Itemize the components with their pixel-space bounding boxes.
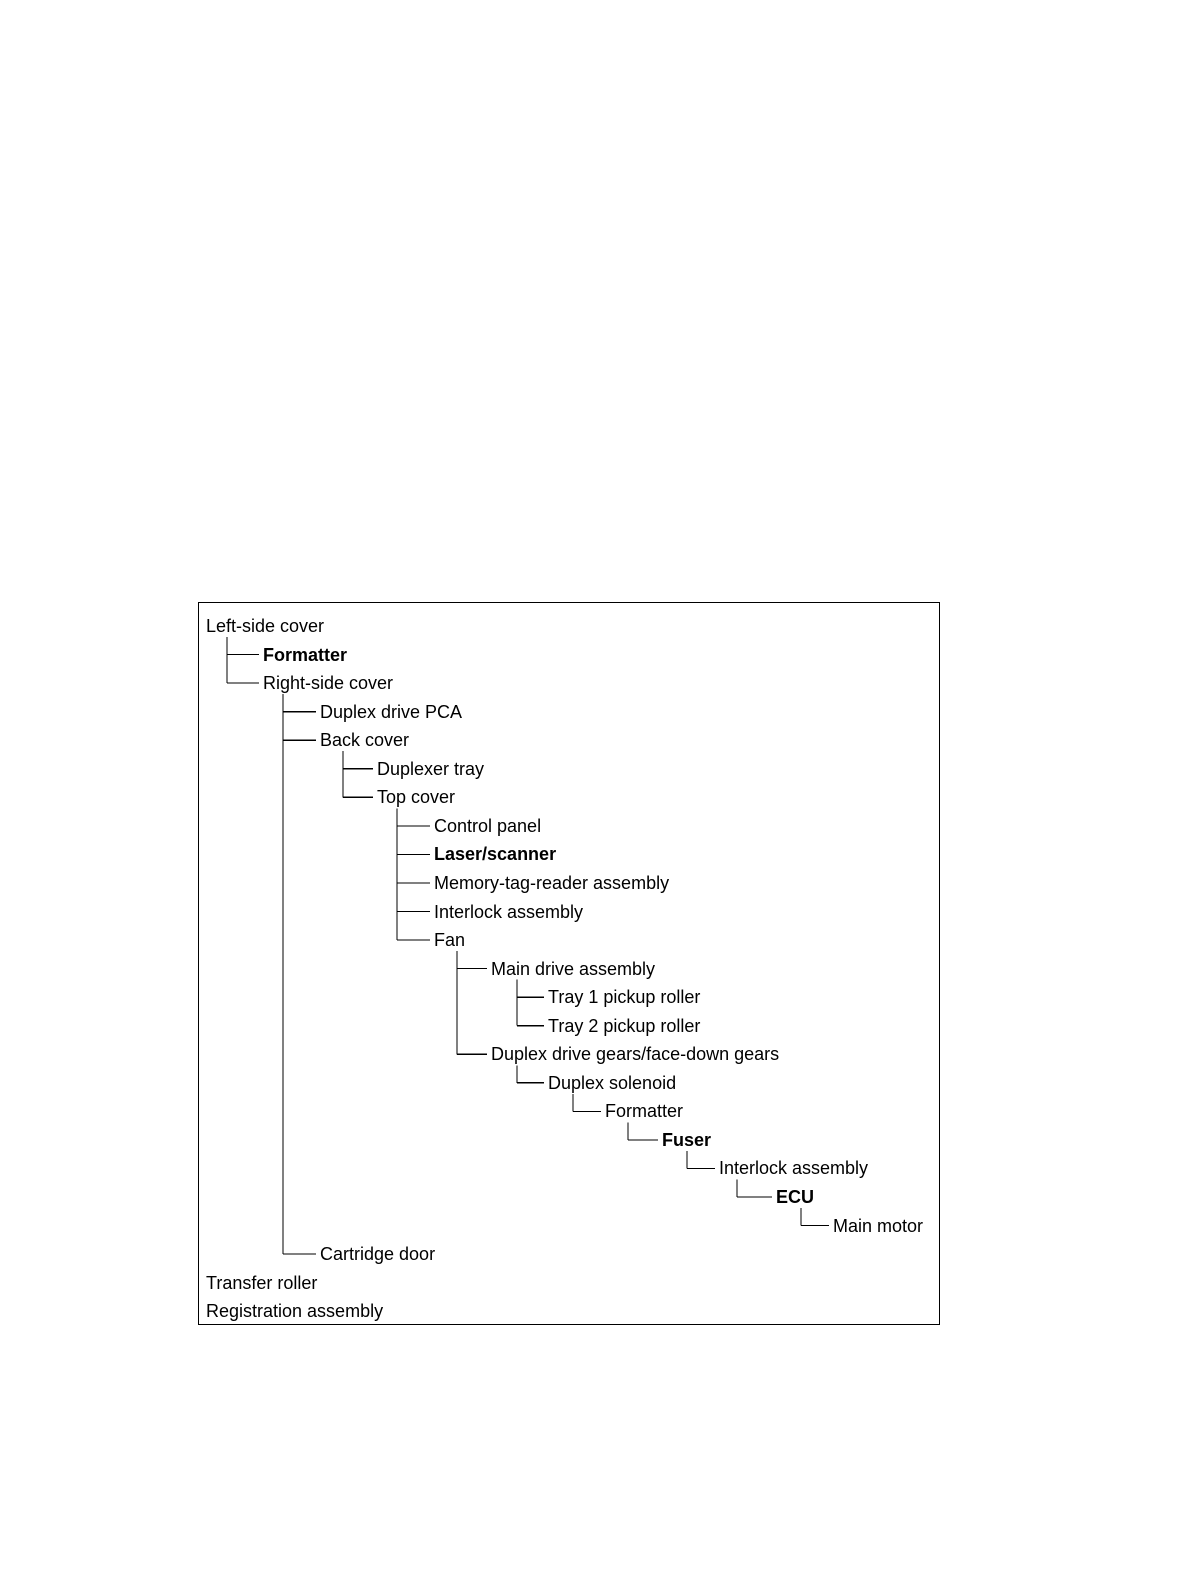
tree-node-fuser: Fuser bbox=[662, 1129, 712, 1150]
tree-node-fan: Fan bbox=[434, 930, 466, 951]
tree-node-main-motor: Main motor bbox=[833, 1215, 924, 1236]
tree-node-top-cover: Top cover bbox=[377, 787, 456, 808]
tree-node-memory-tag-reader-assembly: Memory-tag-reader assembly bbox=[434, 872, 670, 893]
tree-node-laser-scanner: Laser/scanner bbox=[434, 844, 557, 865]
tree-node-interlock-assembly-2: Interlock assembly bbox=[719, 1158, 869, 1179]
tree-node-tray-1-pickup-roller: Tray 1 pickup roller bbox=[548, 987, 701, 1008]
tree-node-duplex-solenoid: Duplex solenoid bbox=[548, 1072, 677, 1093]
tree-node-duplexer-tray: Duplexer tray bbox=[377, 758, 485, 779]
tree-node-main-drive-assembly: Main drive assembly bbox=[491, 958, 656, 979]
tree-node-back-cover: Back cover bbox=[320, 730, 410, 751]
tree-node-cartridge-door: Cartridge door bbox=[320, 1244, 436, 1265]
tree-node-transfer-roller: Transfer roller bbox=[206, 1272, 318, 1293]
tree-node-duplex-drive-pca: Duplex drive PCA bbox=[320, 701, 463, 722]
tree-node-tray-2-pickup-roller: Tray 2 pickup roller bbox=[548, 1015, 701, 1036]
tree-node-formatter-2: Formatter bbox=[605, 1101, 684, 1122]
tree-node-ecu: ECU bbox=[776, 1187, 815, 1207]
tree-node-interlock-assembly-1: Interlock assembly bbox=[434, 901, 584, 922]
tree-node-registration-assembly: Registration assembly bbox=[206, 1301, 384, 1322]
tree-node-duplex-drive-gears: Duplex drive gears/face-down gears bbox=[491, 1044, 780, 1065]
tree-node-right-side-cover: Right-side cover bbox=[263, 673, 394, 694]
tree-node-left-side-cover: Left-side cover bbox=[206, 616, 325, 636]
tree-node-control-panel: Control panel bbox=[434, 815, 542, 836]
tree-node-formatter-1: Formatter bbox=[263, 644, 348, 665]
